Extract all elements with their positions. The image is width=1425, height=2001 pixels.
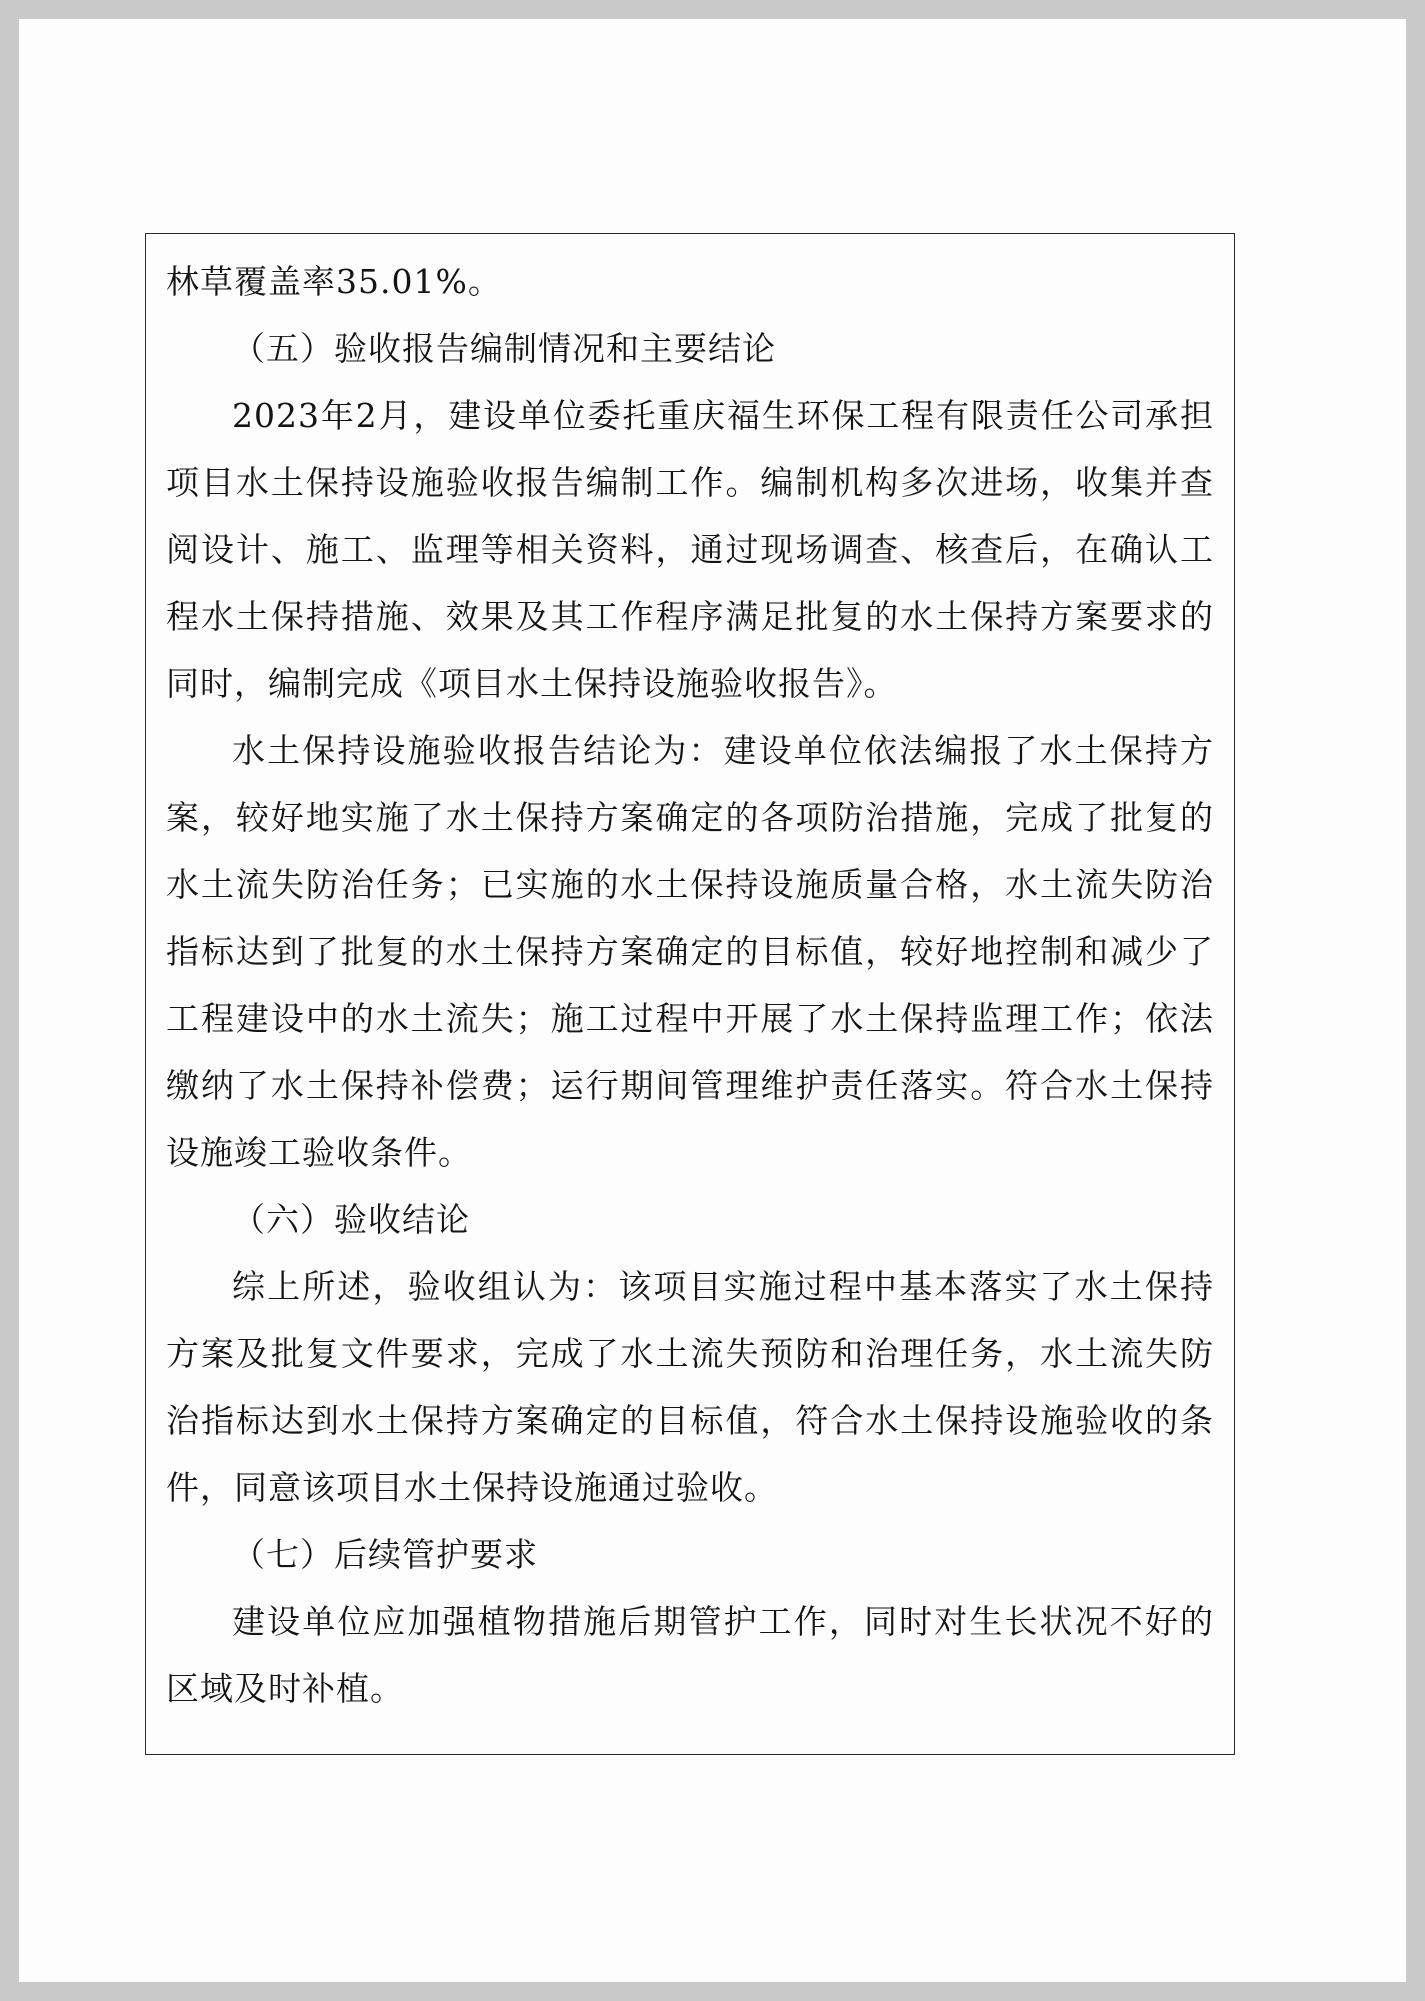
section-heading-6: （六）验收结论	[232, 1200, 470, 1239]
document-body	[166, 248, 1214, 1722]
report-conclusion-paragraph: 水土保持设施验收报告结论为：建设单位依法编报了水土保持方案，较好地实施了水土保持方案确定的各项防治措施，完成了批复的水土流失防治任务；已实施的水土保持设施质量合格，水土流失防治指标达到了批复的水土保持方案确定的目标值，较好地控制和减少了工程建设中的水土流失；施工过程中开展了水土保持监理工作；依法缴纳了水土保持补偿费；运行期间管理维护责任落实。符合水土保持设施竣工验收条件。	[166, 731, 1214, 1172]
bordered-text-box	[145, 233, 1235, 1755]
report-preparation-paragraph: 2023年2月，建设单位委托重庆福生环保工程有限责任公司承担项目水土保持设施验收报告编制工作。编制机构多次进场，收集并查阅设计、施工、监理等相关资料，通过现场调查、核查后，在确认工程水土保持措施、效果及其工作程序满足批复的水土保持方案要求的同时，编制完成《项目水土保持设施验收报告》。	[166, 396, 1214, 703]
maintenance-requirement-paragraph: 建设单位应加强植物措施后期管护工作，同时对生长状况不好的区域及时补植。	[166, 1602, 1214, 1708]
section-heading-5: （五）验收报告编制情况和主要结论	[232, 329, 776, 368]
section-heading-7: （七）后续管护要求	[232, 1535, 538, 1574]
document-page	[19, 19, 1406, 1982]
acceptance-conclusion-paragraph: 综上所述，验收组认为：该项目实施过程中基本落实了水土保持方案及批复文件要求，完成了水土流失预防和治理任务，水土流失防治指标达到水土保持方案确定的目标值，符合水土保持设施验收的条件，同意该项目水土保持设施通过验收。	[166, 1267, 1214, 1507]
coverage-rate-line: 林草覆盖率35.01%。	[166, 262, 502, 301]
